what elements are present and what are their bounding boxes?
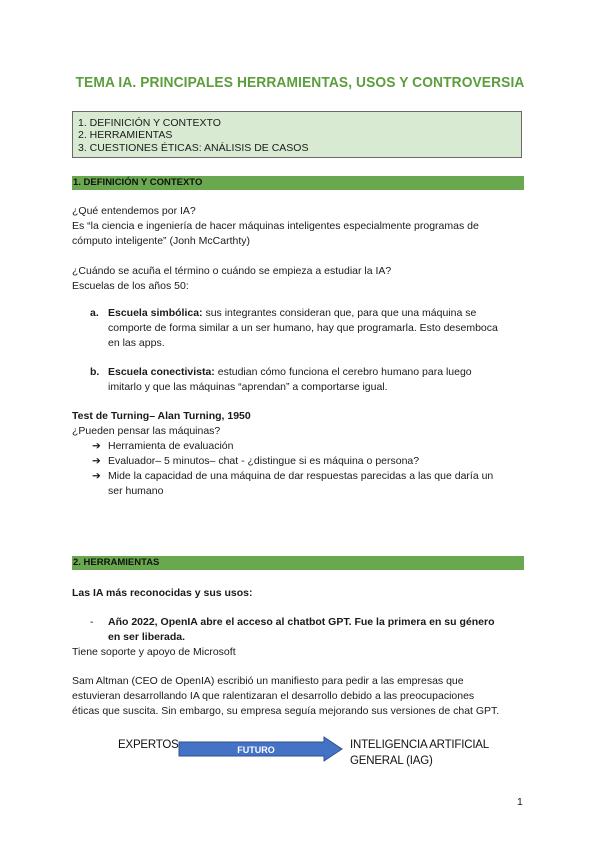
dash-bullet: -: [90, 616, 94, 628]
table-of-contents: [72, 111, 522, 158]
school-a-line-3: en las apps.: [108, 337, 165, 349]
arrow-bullet-icon: ➔: [92, 470, 101, 482]
turing-heading: Test de Turning– Alan Turning, 1950: [72, 410, 251, 422]
diagram-agi-label-line-2: GENERAL (IAG): [350, 755, 433, 767]
school-a-line-1: [108, 306, 476, 321]
gpt-bullet-line-2: en ser liberada.: [108, 631, 186, 643]
diagram-agi-label-line-1: INTELIGENCIA ARTIFICIAL: [350, 739, 489, 751]
gpt-bullet-line-1: Año 2022, OpenIA abre el acceso al chatbot GPT. Fue la primera en su género: [108, 616, 495, 628]
turing-item-3-line-2: ser humano: [108, 485, 164, 497]
future-arrow: [178, 736, 344, 762]
arrow-bullet-icon: ➔: [92, 440, 101, 452]
turing-item-2: Evaluador– 5 minutos– chat - ¿distingue si es máquina o persona?: [108, 455, 420, 467]
school-a-text: sus integrantes consideran que, para que una máquina se: [202, 307, 477, 319]
school-a-name: Escuela simbólica:: [108, 307, 203, 319]
toc-item-2: 2. HERRAMIENTAS: [78, 129, 173, 142]
section-2-heading: 2. HERRAMIENTAS: [72, 556, 524, 570]
school-b-line-1: [108, 365, 472, 380]
school-b-marker: b.: [90, 366, 100, 378]
definition-line-1: Es “la ciencia e ingeniería de hacer máquinas inteligentes especialmente programas de: [72, 220, 479, 232]
schools-intro: Escuelas de los años 50:: [72, 280, 189, 292]
school-a-line-2: comporte de forma similar a un ser humano, hay que programarla. Esto desemboca: [108, 322, 498, 334]
page-title: TEMA IA. PRINCIPALES HERRAMIENTAS, USOS Y CONTROVERSIA: [75, 74, 525, 91]
diagram-experts-label: EXPERTOS: [118, 739, 179, 751]
arrow-bullet-icon: ➔: [92, 455, 101, 467]
toc-item-3: 3. CUESTIONES ÉTICAS: ANÁLISIS DE CASOS: [78, 141, 309, 154]
turing-item-3: Mide la capacidad de una máquina de dar respuestas parecidas a las que daría un: [108, 470, 494, 482]
altman-line-1: Sam Altman (CEO de OpenIA) escribió un manifiesto para pedir a las empresas que: [72, 675, 464, 687]
question-what-is-ai: ¿Qué entendemos por IA?: [72, 205, 196, 217]
question-when-term: ¿Cuándo se acuña el término o cuándo se empieza a estudiar la IA?: [72, 265, 392, 277]
definition-line-2: cómputo inteligente” (Jonh McCarthty): [72, 235, 250, 247]
turing-item-1: Herramienta de evaluación: [108, 440, 234, 452]
school-b-name: Escuela conectivista:: [108, 366, 215, 378]
school-a-marker: a.: [90, 307, 99, 319]
toc-item-1: 1. DEFINICIÓN Y CONTEXTO: [78, 117, 221, 129]
altman-line-2: estuvieran desarrollando IA que ralentizaran el desarrollo debido a las preocupaciones: [72, 690, 475, 702]
tools-subheading: Las IA más reconocidas y sus usos:: [72, 587, 253, 599]
future-arrow-label: FUTURO: [237, 745, 275, 755]
school-b-line-2: imitarlo y que las máquinas “aprendan” a comportarse igual.: [108, 381, 388, 393]
microsoft-support: Tiene soporte y apoyo de Microsoft: [72, 646, 236, 658]
school-b-text: estudian cómo funciona el cerebro humano para luego: [214, 366, 472, 378]
section-1-heading: 1. DEFINICIÓN Y CONTEXTO: [72, 176, 524, 190]
altman-line-3: éticas que suscita. Sin embargo, su empresa seguía mejorando sus versiones de chat GPT.: [72, 705, 500, 717]
turing-question: ¿Pueden pensar las máquinas?: [72, 425, 221, 437]
page-number: 1: [517, 796, 523, 808]
